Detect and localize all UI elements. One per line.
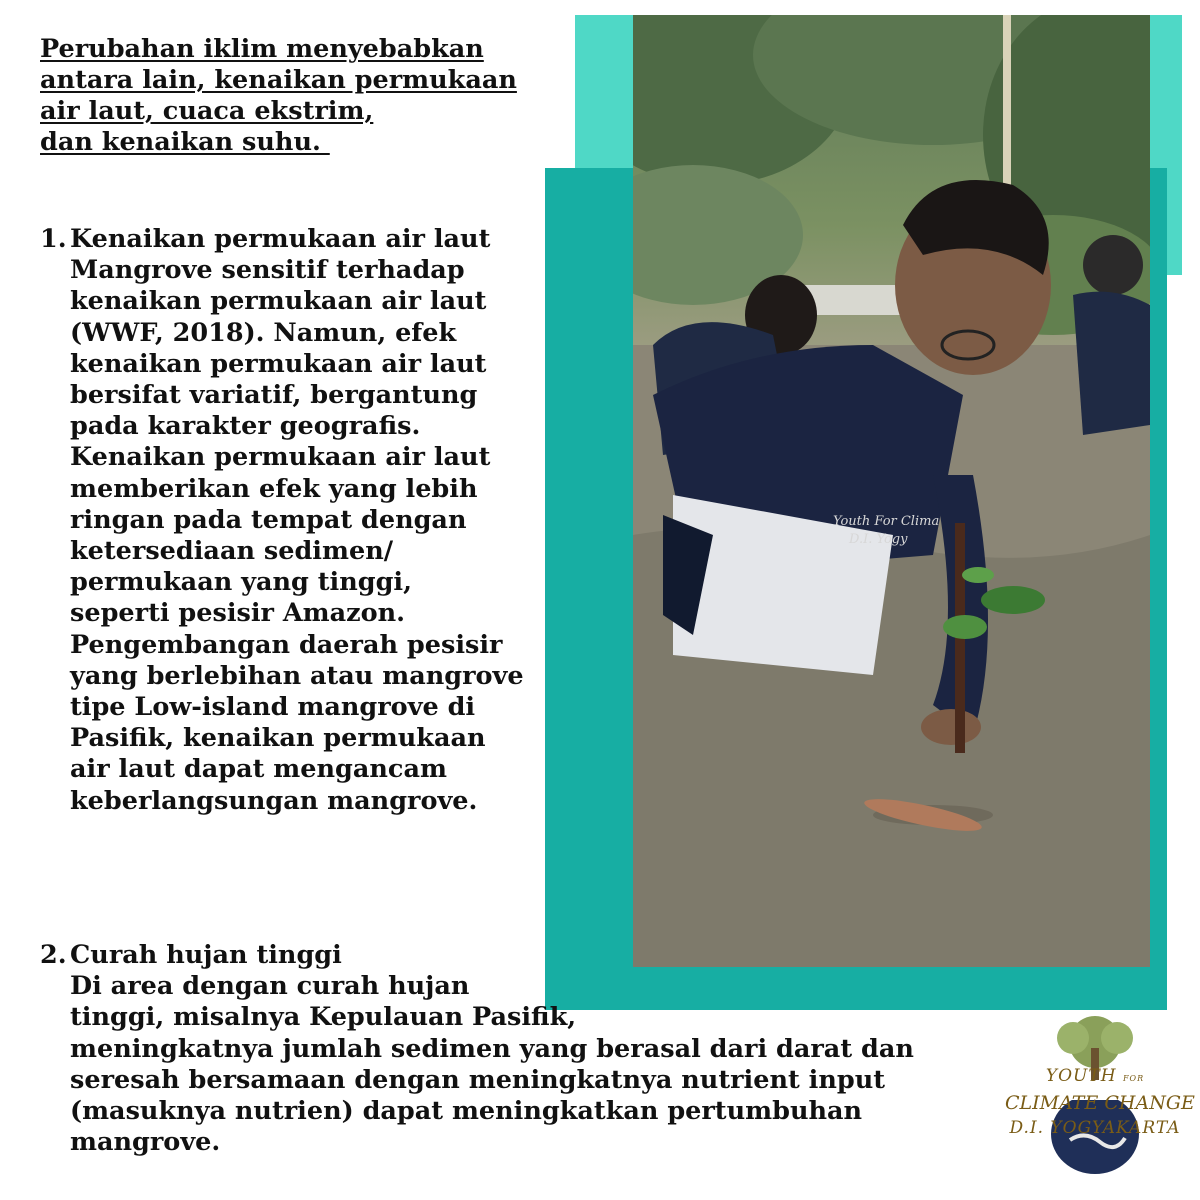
body-line: Mangrove sensitif terhadap: [70, 255, 465, 286]
body-line: tinggi, misalnya Kepulauan Pasifik,: [70, 1002, 577, 1033]
logo-for-text: FOR: [1122, 1074, 1145, 1083]
logo-line-yogyakarta: D.I. YOGYAKARTA: [1009, 1118, 1181, 1138]
intro-heading: [40, 34, 517, 158]
list-item-sea-level: [40, 224, 524, 817]
item-title: Kenaikan permukaan air laut: [70, 224, 491, 254]
item-title: Curah hujan tinggi: [70, 940, 342, 970]
body-line: pada karakter geografis.: [70, 411, 421, 442]
item-number: 2.: [40, 940, 67, 970]
body-line: mangrove.: [70, 1127, 221, 1158]
heading-line: Perubahan iklim menyebabkan: [40, 34, 484, 64]
item-body: [40, 255, 524, 817]
body-line: kenaikan permukaan air laut: [70, 286, 487, 317]
shirt-print-subtext: D.I. Yogy: [849, 532, 908, 547]
logo-line-climate-change: CLIMATE CHANGE: [1005, 1092, 1195, 1114]
shirt-print-text: Youth For Clima: [833, 514, 940, 529]
body-line: Pasifik, kenaikan permukaan: [70, 723, 486, 754]
heading-line: antara lain, kenaikan permukaan: [40, 65, 517, 95]
body-line: meningkatnya jumlah sedimen yang berasal dari darat dan: [70, 1033, 914, 1064]
body-line: (WWF, 2018). Namun, efek: [70, 317, 457, 348]
body-line: air laut dapat mengancam: [70, 754, 447, 785]
heading-line: air laut, cuaca ekstrim,: [40, 96, 374, 126]
body-line: tipe Low-island mangrove di: [70, 692, 476, 723]
body-line: memberikan efek yang lebih: [70, 473, 478, 504]
item-body: [40, 971, 914, 1158]
youth-for-climate-change-logo: [1005, 1010, 1195, 1190]
body-line: yang berlebihan atau mangrove: [70, 660, 524, 691]
body-line: kenaikan permukaan air laut: [70, 348, 487, 379]
logo-line-youth: [1005, 1066, 1185, 1086]
list-item-rainfall: [40, 940, 914, 1158]
photo-illustration: [633, 15, 1150, 967]
body-line: Pengembangan daerah pesisir: [70, 629, 503, 660]
body-line: seresah bersamaan dengan meningkatnya nutrient input: [70, 1064, 886, 1095]
body-line: ketersediaan sedimen/: [70, 536, 394, 567]
mangrove-planting-photo: [633, 15, 1150, 967]
logo-youth-text: YOUTH: [1045, 1066, 1117, 1086]
body-line: Kenaikan permukaan air laut: [70, 442, 491, 473]
body-line: ringan pada tempat dengan: [70, 504, 467, 535]
body-line: permukaan yang tinggi,: [70, 567, 412, 598]
body-line: (masuknya nutrien) dapat meningkatkan pertumbuhan: [70, 1096, 863, 1127]
body-line: Di area dengan curah hujan: [70, 971, 470, 1002]
item-number: 1.: [40, 224, 67, 254]
body-line: seperti pesisir Amazon.: [70, 598, 406, 629]
body-line: bersifat variatif, bergantung: [70, 380, 478, 411]
body-line: keberlangsungan mangrove.: [70, 785, 478, 816]
heading-line: dan kenaikan suhu.: [40, 127, 330, 157]
